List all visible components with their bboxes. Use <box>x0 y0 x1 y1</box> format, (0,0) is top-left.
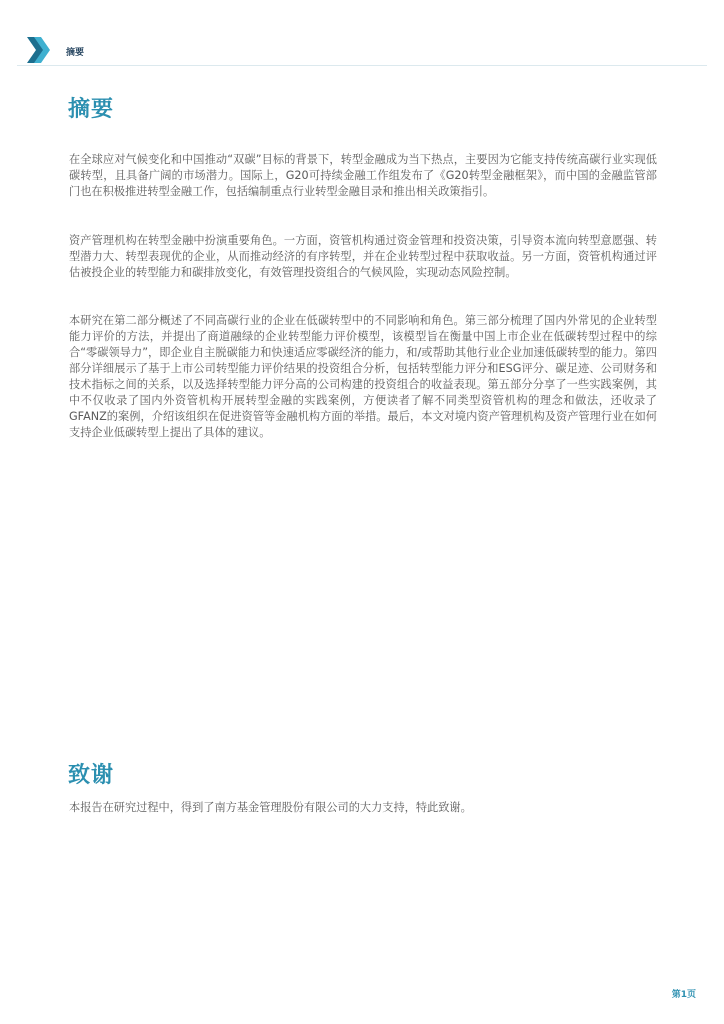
page-header <box>0 0 724 66</box>
acknowledgement-text: 本报告在研究过程中，得到了南方基金管理股份有限公司的大力支持，特此致谢。 <box>69 801 472 814</box>
abstract-paragraph-1: 在全球应对气候变化和中国推动“双碳”目标的背景下，转型金融成为当下热点，主要因为它能支持传统高碳行业实现低碳转型，且具备广阔的市场潜力。国际上，G20可持续金融工作组发布了《G20转型金融框架》，而中国的金融监管部门也在积极推进转型金融工作，包括编制重点行业转型金融目录和推出相关政策指引。 <box>69 153 657 198</box>
abstract-title: 摘要 <box>68 97 115 122</box>
header-section-label: 摘要 <box>66 48 85 58</box>
abstract-paragraph-3: 本研究在第二部分概述了不同高碳行业的企业在低碳转型中的不同影响和角色。第三部分梳理了国内外常见的企业转型能力评价的方法，并提出了商道融绿的企业转型能力评价模型，该模型旨在衡量中国上市企业在低碳转型过程中的综合“零碳领导力”，即企业自主脱碳能力和快速适应零碳经济的能力，和/或帮助其他行业企业加速低碳转型的能力。第四部分详细展示了基于上市公司转型能力评价结果的投资组合分析，包括转型能力评分和ESG评分、碳足迹、公司财务和技术指标之间的关系，以及选择转型能力评分高的公司构建的投资组合的收益表现。第五部分分享了一些实践案例，其中不仅收录了国内外资管机构开展转型金融的实践案例，方便读者了解不同类型资管机构的理念和做法，还收录了GFANZ的案例，介绍该组织在促进资管等金融机构方面的举措。最后，本文对境内资产管理机构及资产管理行业在如何支持企业低碳转型上提出了具体的建议。 <box>69 314 657 439</box>
page-number: 第1页 <box>671 990 696 1000</box>
header-divider <box>17 65 707 66</box>
abstract-paragraph-2: 资产管理机构在转型金融中扮演重要角色。一方面，资管机构通过资金管理和投资决策，引导资本流向转型意愿强、转型潜力大、转型表现优的企业，从而推动经济的有序转型，并在企业转型过程中获取收益。另一方面，资管机构通过评估被投企业的转型能力和碳排放变化，有效管理投资组合的气候风险，实现动态风险控制。 <box>69 234 657 279</box>
acknowledgement-title: 致谢 <box>68 763 115 788</box>
chevron-logo-icon <box>27 37 51 63</box>
